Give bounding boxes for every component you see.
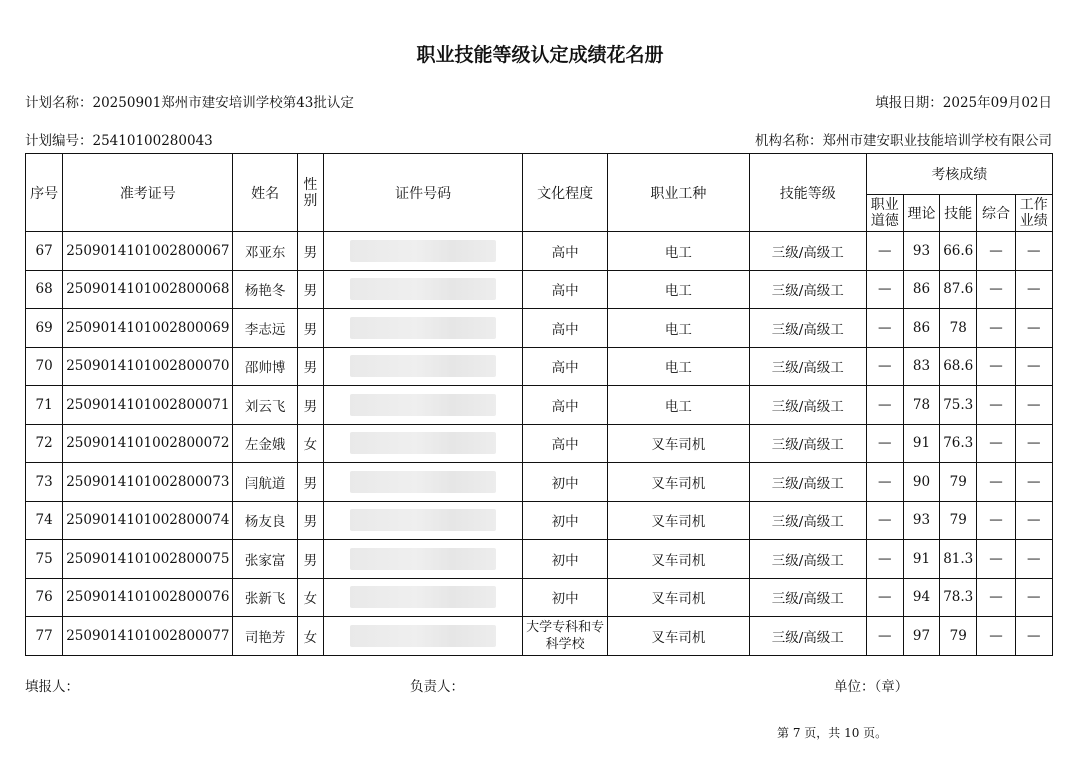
table-row: [26, 578, 1053, 617]
cell-gender: 男: [297, 347, 323, 386]
cell-ethics: —: [866, 424, 903, 463]
header-scores-group: 考核成绩: [866, 154, 1052, 195]
cell-ethics: —: [866, 309, 903, 348]
cell-gender: 女: [297, 578, 323, 617]
cell-occupation: 电工: [607, 309, 749, 348]
cell-exam-no: 2509014101002800077: [63, 617, 233, 656]
cell-skill-level: 三级/高级工: [749, 386, 866, 425]
cell-name: 杨友良: [233, 501, 297, 540]
cell-education: 初中: [523, 501, 608, 540]
page-indicator: 第 7 页，共 10 页。: [777, 726, 888, 740]
cell-theory: 97: [903, 617, 939, 656]
cell-comprehensive: —: [977, 232, 1015, 271]
cell-gender: 男: [297, 309, 323, 348]
cell-education: 高中: [523, 424, 608, 463]
header-theory: 理论: [903, 195, 939, 232]
cell-skill: 87.6: [940, 270, 977, 309]
cell-skill: 79: [940, 501, 977, 540]
cell-name: 邓亚东: [233, 232, 297, 271]
cell-gender: 男: [297, 463, 323, 502]
cell-seq: 70: [26, 347, 63, 386]
cell-id-no-redacted: [323, 540, 522, 579]
cell-work-performance: —: [1015, 424, 1052, 463]
header-seq: 序号: [26, 154, 63, 232]
cell-theory: 91: [903, 424, 939, 463]
header-gender: 性别: [297, 154, 323, 232]
cell-ethics: —: [866, 617, 903, 656]
cell-work-performance: —: [1015, 232, 1052, 271]
cell-gender: 女: [297, 617, 323, 656]
cell-work-performance: —: [1015, 386, 1052, 425]
header-skill: 技能: [940, 195, 977, 232]
cell-skill: 81.3: [940, 540, 977, 579]
cell-name: 张新飞: [233, 578, 297, 617]
cell-theory: 93: [903, 232, 939, 271]
cell-comprehensive: —: [977, 501, 1015, 540]
cell-ethics: —: [866, 540, 903, 579]
table-row: [26, 424, 1053, 463]
cell-name: 司艳芳: [233, 617, 297, 656]
table-header-row: [26, 154, 1053, 195]
cell-gender: 男: [297, 232, 323, 271]
score-roster-table: [25, 153, 1053, 656]
document-title: 职业技能等级认定成绩花名册: [416, 44, 664, 66]
cell-ethics: —: [866, 578, 903, 617]
cell-theory: 90: [903, 463, 939, 502]
cell-skill-level: 三级/高级工: [749, 270, 866, 309]
cell-skill: 66.6: [940, 232, 977, 271]
cell-theory: 78: [903, 386, 939, 425]
cell-education: 高中: [523, 270, 608, 309]
cell-work-performance: —: [1015, 540, 1052, 579]
cell-id-no-redacted: [323, 617, 522, 656]
cell-ethics: —: [866, 270, 903, 309]
cell-comprehensive: —: [977, 309, 1015, 348]
cell-skill-level: 三级/高级工: [749, 540, 866, 579]
cell-seq: 69: [26, 309, 63, 348]
cell-comprehensive: —: [977, 463, 1015, 502]
cell-ethics: —: [866, 463, 903, 502]
cell-exam-no: 2509014101002800067: [63, 232, 233, 271]
redaction-blur: [350, 625, 496, 647]
cell-skill-level: 三级/高级工: [749, 309, 866, 348]
cell-theory: 94: [903, 578, 939, 617]
cell-skill: 75.3: [940, 386, 977, 425]
header-work-performance: 工作业绩: [1015, 195, 1052, 232]
cell-skill-level: 三级/高级工: [749, 501, 866, 540]
cell-skill: 78: [940, 309, 977, 348]
cell-name: 李志远: [233, 309, 297, 348]
table-row: [26, 386, 1053, 425]
cell-theory: 91: [903, 540, 939, 579]
header-id-no: 证件号码: [323, 154, 522, 232]
cell-seq: 77: [26, 617, 63, 656]
redaction-blur: [350, 471, 496, 493]
cell-seq: 74: [26, 501, 63, 540]
header-exam-no: 准考证号: [63, 154, 233, 232]
redaction-blur: [350, 240, 496, 262]
redaction-blur: [350, 278, 496, 300]
cell-education: 初中: [523, 578, 608, 617]
table-row: [26, 347, 1053, 386]
cell-seq: 75: [26, 540, 63, 579]
cell-skill-level: 三级/高级工: [749, 578, 866, 617]
cell-education: 初中: [523, 540, 608, 579]
redaction-blur: [350, 509, 496, 531]
cell-id-no-redacted: [323, 347, 522, 386]
table-body: [26, 232, 1053, 656]
cell-id-no-redacted: [323, 501, 522, 540]
cell-skill: 68.6: [940, 347, 977, 386]
cell-theory: 83: [903, 347, 939, 386]
redaction-blur: [350, 432, 496, 454]
cell-work-performance: —: [1015, 501, 1052, 540]
cell-name: 闫航道: [233, 463, 297, 502]
redaction-blur: [350, 548, 496, 570]
cell-exam-no: 2509014101002800071: [63, 386, 233, 425]
cell-comprehensive: —: [977, 617, 1015, 656]
cell-skill-level: 三级/高级工: [749, 347, 866, 386]
cell-seq: 68: [26, 270, 63, 309]
table-row: [26, 617, 1053, 656]
table-row: [26, 232, 1053, 271]
cell-comprehensive: —: [977, 578, 1015, 617]
cell-education: 初中: [523, 463, 608, 502]
cell-name: 邵帅博: [233, 347, 297, 386]
plan-name: 计划名称：20250901郑州市建安培训学校第43批认定: [25, 95, 354, 111]
cell-education: 高中: [523, 347, 608, 386]
cell-occupation: 电工: [607, 232, 749, 271]
cell-seq: 67: [26, 232, 63, 271]
cell-occupation: 叉车司机: [607, 424, 749, 463]
cell-exam-no: 2509014101002800069: [63, 309, 233, 348]
cell-gender: 男: [297, 540, 323, 579]
cell-work-performance: —: [1015, 578, 1052, 617]
cell-skill-level: 三级/高级工: [749, 232, 866, 271]
cell-theory: 93: [903, 501, 939, 540]
cell-id-no-redacted: [323, 578, 522, 617]
cell-theory: 86: [903, 270, 939, 309]
cell-id-no-redacted: [323, 232, 522, 271]
cell-exam-no: 2509014101002800075: [63, 540, 233, 579]
cell-work-performance: —: [1015, 347, 1052, 386]
cell-work-performance: —: [1015, 463, 1052, 502]
cell-comprehensive: —: [977, 270, 1015, 309]
filler-label: 填报人：: [25, 679, 79, 695]
table-row: [26, 463, 1053, 502]
redaction-blur: [350, 394, 496, 416]
cell-exam-no: 2509014101002800070: [63, 347, 233, 386]
responsible-label: 负责人：: [410, 679, 464, 695]
cell-comprehensive: —: [977, 386, 1015, 425]
cell-gender: 女: [297, 424, 323, 463]
header-comprehensive: 综合: [977, 195, 1015, 232]
cell-name: 杨艳冬: [233, 270, 297, 309]
header-education: 文化程度: [523, 154, 608, 232]
cell-occupation: 电工: [607, 347, 749, 386]
cell-skill: 78.3: [940, 578, 977, 617]
cell-work-performance: —: [1015, 617, 1052, 656]
redaction-blur: [350, 586, 496, 608]
redaction-blur: [350, 317, 496, 339]
cell-name: 左金娥: [233, 424, 297, 463]
cell-occupation: 叉车司机: [607, 540, 749, 579]
cell-skill-level: 三级/高级工: [749, 463, 866, 502]
cell-education: 高中: [523, 232, 608, 271]
header-name: 姓名: [233, 154, 297, 232]
cell-id-no-redacted: [323, 270, 522, 309]
org-name: 机构名称：郑州市建安职业技能培训学校有限公司: [755, 133, 1052, 149]
cell-occupation: 叉车司机: [607, 617, 749, 656]
unit-seal-label: 单位：（章）: [834, 679, 909, 695]
cell-comprehensive: —: [977, 540, 1015, 579]
cell-name: 张家富: [233, 540, 297, 579]
cell-occupation: 叉车司机: [607, 463, 749, 502]
cell-skill: 76.3: [940, 424, 977, 463]
cell-ethics: —: [866, 232, 903, 271]
header-ethics: 职业道德: [866, 195, 903, 232]
report-date: 填报日期：2025年09月02日: [875, 95, 1052, 111]
cell-skill: 79: [940, 617, 977, 656]
cell-occupation: 叉车司机: [607, 578, 749, 617]
cell-comprehensive: —: [977, 424, 1015, 463]
table-row: [26, 501, 1053, 540]
header-skill-level: 技能等级: [749, 154, 866, 232]
cell-seq: 71: [26, 386, 63, 425]
cell-gender: 男: [297, 270, 323, 309]
cell-theory: 86: [903, 309, 939, 348]
cell-skill-level: 三级/高级工: [749, 424, 866, 463]
cell-education: 高中: [523, 309, 608, 348]
cell-education: 大学专科和专科学校: [523, 617, 608, 656]
cell-seq: 72: [26, 424, 63, 463]
table-row: [26, 309, 1053, 348]
cell-exam-no: 2509014101002800076: [63, 578, 233, 617]
cell-gender: 男: [297, 501, 323, 540]
cell-exam-no: 2509014101002800068: [63, 270, 233, 309]
cell-exam-no: 2509014101002800072: [63, 424, 233, 463]
plan-number: 计划编号：25410100280043: [25, 133, 213, 149]
cell-exam-no: 2509014101002800074: [63, 501, 233, 540]
cell-work-performance: —: [1015, 270, 1052, 309]
cell-ethics: —: [866, 386, 903, 425]
cell-ethics: —: [866, 347, 903, 386]
cell-seq: 76: [26, 578, 63, 617]
cell-education: 高中: [523, 386, 608, 425]
cell-skill-level: 三级/高级工: [749, 617, 866, 656]
header-occupation: 职业工种: [607, 154, 749, 232]
cell-occupation: 电工: [607, 270, 749, 309]
cell-id-no-redacted: [323, 424, 522, 463]
cell-name: 刘云飞: [233, 386, 297, 425]
cell-work-performance: —: [1015, 309, 1052, 348]
redaction-blur: [350, 355, 496, 377]
cell-skill: 79: [940, 463, 977, 502]
table-row: [26, 270, 1053, 309]
cell-seq: 73: [26, 463, 63, 502]
cell-gender: 男: [297, 386, 323, 425]
cell-id-no-redacted: [323, 463, 522, 502]
cell-occupation: 电工: [607, 386, 749, 425]
cell-ethics: —: [866, 501, 903, 540]
cell-occupation: 叉车司机: [607, 501, 749, 540]
cell-comprehensive: —: [977, 347, 1015, 386]
cell-id-no-redacted: [323, 386, 522, 425]
cell-id-no-redacted: [323, 309, 522, 348]
table-row: [26, 540, 1053, 579]
cell-exam-no: 2509014101002800073: [63, 463, 233, 502]
